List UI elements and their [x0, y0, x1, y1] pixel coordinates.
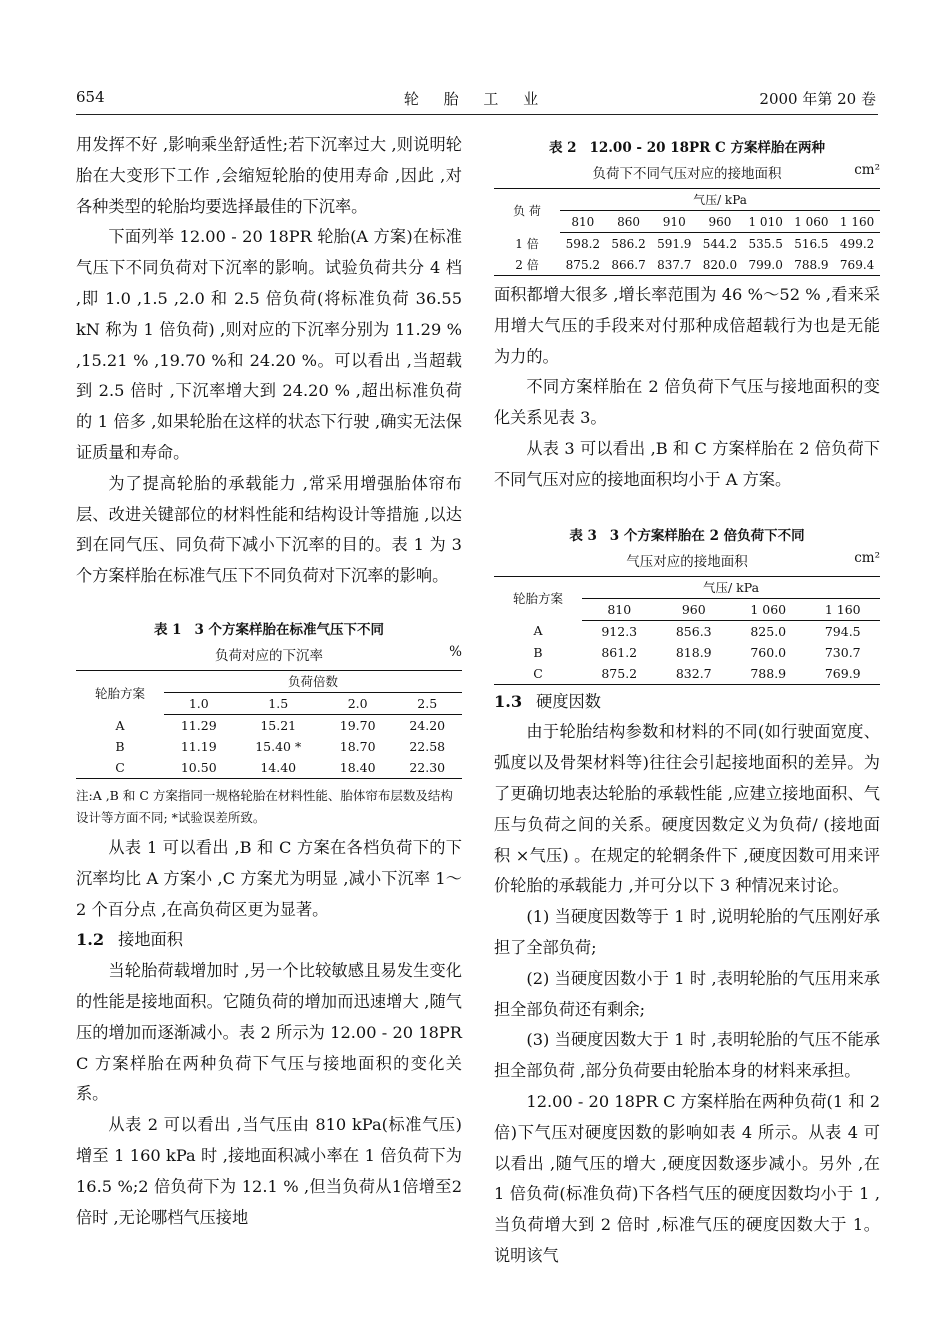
- data-table: [76, 670, 462, 779]
- table-cell: 875.2: [560, 254, 606, 276]
- column-header: 1 060: [731, 598, 806, 620]
- volume-info: 2000 年第 20 卷: [759, 90, 876, 108]
- table-1: [76, 616, 462, 829]
- column-header: 1.0: [164, 692, 234, 714]
- section-title: 接地面积: [118, 930, 183, 950]
- table-cell: 591.9: [657, 236, 692, 251]
- table-cell: 769.9: [806, 663, 881, 685]
- column-header: 960: [697, 211, 743, 233]
- table-caption: [494, 134, 880, 162]
- table-cell: 22.30: [392, 757, 462, 779]
- row-label: A: [533, 623, 543, 639]
- table-cell: 11.19: [180, 738, 217, 754]
- table-cell: 788.9: [789, 254, 835, 276]
- table-row: [494, 620, 880, 642]
- paragraph: (2) 当硬度因数小于 1 时 ,表明轮胎的气压用来承担全部负荷还有剩余;: [494, 968, 880, 1019]
- column-header: 1.5: [234, 692, 323, 714]
- paragraph: 面积都增大很多 ,增长率范围为 46 %～52 % ,看来采用增大气压的手段来对付那种成倍超载行为也是无能为力的。: [494, 285, 880, 366]
- paragraph: 下面列举 12.00 - 20 18PR 轮胎(A 方案)在标准气压下不同负荷对下沉率的影响。试验负荷共分 4 档 ,即 1.0 ,1.5 ,2.0 和 2.5 倍负荷(将标准负荷 36.55 kN 称为 1 倍负荷) ,则对应的下沉率分别为 11.29 % ,15.21 % ,19.70 %和 24.20 %。可以看出 ,当超载到 2.5 倍时 ,下沉率增大到 24.20 % ,超出标准负荷的 1 倍多 ,如果轮胎在这样的状态下行驶 ,确实无法保证质量和寿命。: [76, 227, 462, 462]
- column-header: 960: [657, 598, 732, 620]
- row-label: A: [115, 717, 125, 733]
- table-cell: 875.2: [582, 663, 657, 685]
- table-cell: 788.9: [731, 663, 806, 685]
- table-title-line2: 负荷下不同气压对应的接地面积: [592, 166, 782, 182]
- table-unit: %: [449, 643, 462, 660]
- table-title-line2: 气压对应的接地面积: [626, 553, 748, 570]
- paragraph: 为了提高轮胎的承载能力 ,常采用增强胎体帘布层、改进关键部位的材料性能和结构设计等措施 ,以达到在同气压、同负荷下减小下沉率的目的。表 1 为 3 个方案样胎在标准气压下不同负荷对下沉率的影响。: [76, 473, 462, 586]
- table-cell: 14.40: [234, 757, 323, 779]
- table-cell: 18.40: [323, 757, 393, 779]
- table-row: [494, 642, 880, 663]
- table-cell: 598.2: [565, 236, 601, 251]
- table-cell: 856.3: [675, 623, 712, 639]
- table-title-line2: 负荷对应的下沉率: [215, 647, 323, 664]
- table-row: [76, 736, 462, 757]
- column-header: 810: [582, 598, 657, 620]
- section-number: 1.2: [76, 930, 105, 950]
- row-header: 轮胎方案: [494, 576, 582, 620]
- row-header: 负 荷: [494, 189, 560, 233]
- table-cell: 15.21: [260, 717, 297, 733]
- table-row: [494, 233, 880, 255]
- row-label: B: [115, 738, 125, 754]
- row-label: C: [76, 757, 164, 779]
- section-number: 1.3: [494, 691, 523, 711]
- table-cell: 760.0: [750, 644, 787, 660]
- paragraph: (3) 当硬度因数大于 1 时 ,表明轮胎的气压不能承担全部负荷 ,部分负荷要由轮胎本身的材料来承担。: [494, 1030, 880, 1081]
- data-table: [494, 576, 880, 685]
- table-cell: 499.2: [839, 236, 875, 251]
- table-label: 表 1: [153, 621, 182, 638]
- table-note: 注:A ,B 和 C 方案指同一规格轮胎在材料性能、胎体帘布层数及结构设计等方面不同; *试验误差所致。: [76, 787, 453, 825]
- column-header: 2.5: [392, 692, 462, 714]
- table-cell: 586.2: [611, 236, 646, 251]
- column-header: 1 160: [834, 211, 880, 233]
- table-title: 3 个方案样胎在 2 倍负荷下不同: [609, 527, 805, 544]
- table-cell: 861.2: [601, 644, 638, 660]
- column-header: 1 010: [743, 211, 789, 233]
- table-cell: 912.3: [601, 623, 638, 639]
- section-heading: [76, 925, 462, 956]
- table-cell: 19.70: [339, 717, 376, 733]
- table-cell: 866.7: [606, 254, 652, 276]
- right-column: [494, 134, 880, 1272]
- paragraph: 12.00 - 20 18PR C 方案样胎在两种负荷(1 和 2 倍)下气压对硬度因数的影响如表 4 所示。从表 4 可以看出 ,随气压的增大 ,硬度因数逐步减小。另外 ,在 1 倍负荷(标准负荷)下各档气压的硬度因数均小于 1 ,当负荷增大到 2 倍时 ,标准气压的硬度因数大于 1。说明该气: [494, 1091, 880, 1265]
- table-title: 12.00 - 20 18PR C 方案样胎在两种: [589, 140, 826, 156]
- table-cell: 22.58: [409, 738, 446, 754]
- row-label: 2 倍: [494, 254, 560, 276]
- table-cell: 730.7: [824, 644, 861, 660]
- table-label: 表 2: [548, 140, 577, 156]
- paragraph: 从表 2 可以看出 ,当气压由 810 kPa(标准气压)增至 1 160 kPa 时 ,接地面积减小率在 1 倍负荷下为 16.5 %;2 倍负荷下为 12.1 % ,但当负荷从1倍增至2倍时 ,无论哪档气压接地: [76, 1115, 462, 1227]
- table-caption-row: [76, 644, 462, 670]
- row-label: 1 倍: [515, 236, 539, 251]
- table-cell: 837.7: [651, 254, 697, 276]
- table-cell: 15.40 *: [255, 738, 302, 754]
- table-cell: 11.29: [180, 717, 217, 733]
- table-cell: 825.0: [750, 623, 787, 639]
- group-header: 负荷倍数: [164, 670, 462, 692]
- table-cell: 516.5: [794, 236, 829, 251]
- paragraph: 从表 1 可以看出 ,B 和 C 方案在各档负荷下的下沉率均比 A 方案小 ,C 方案尤为明显 ,减小下沉率 1～2 个百分点 ,在高负荷区更为显著。: [76, 837, 462, 919]
- table-cell: 820.0: [697, 254, 743, 276]
- header-rule: [76, 114, 878, 115]
- section-heading: [494, 687, 880, 718]
- table-cell: 794.5: [824, 623, 861, 639]
- column-header: 810: [560, 211, 606, 233]
- journal-title: 轮 胎 工 业: [403, 90, 549, 108]
- column-header: 910: [651, 211, 697, 233]
- table-cell: 18.70: [339, 738, 376, 754]
- table-row: [76, 757, 462, 779]
- table-caption: [76, 616, 462, 644]
- row-header: 轮胎方案: [76, 670, 164, 714]
- section-title: 硬度因数: [536, 691, 601, 711]
- table-cell: 799.0: [743, 254, 789, 276]
- table-row: [494, 663, 880, 685]
- running-header: [76, 88, 876, 110]
- paragraph: 当轮胎荷载增加时 ,另一个比较敏感且易发生变化的性能是接地面积。它随负荷的增加而迅速增大 ,随气压的增加而逐渐减小。表 2 所示为 12.00 - 20 18PR C 方案样胎在两种负荷下气压与接地面积的变化关系。: [76, 961, 462, 1104]
- paragraph: 由于轮胎结构参数和材料的不同(如行驶面宽度、弧度以及骨架材料等)往往会引起接地面积的差异。为了更确切地表达轮胎的承载性能 ,应建立接地面积、气压与负荷之间的关系。硬度因数定义为负荷/ (接地面积 ×气压) 。在规定的轮辋条件下 ,硬度因数可用来评价轮胎的承载能力 ,并可分以下 3 种情况来讨论。: [494, 722, 880, 896]
- group-header: 气压/ kPa: [582, 576, 880, 598]
- table-row: [76, 714, 462, 736]
- table-cell: 818.9: [675, 644, 712, 660]
- row-label: B: [533, 644, 543, 660]
- column-header: 1 160: [806, 598, 881, 620]
- table-cell: 24.20: [409, 717, 446, 733]
- table-title: 3 个方案样胎在标准气压下不同: [194, 621, 385, 638]
- column-header: 860: [606, 211, 652, 233]
- table-cell: 769.4: [834, 254, 880, 276]
- column-header: 1 060: [789, 211, 835, 233]
- data-table: [494, 188, 880, 276]
- table-3: [494, 522, 880, 685]
- paragraph: (1) 当硬度因数等于 1 时 ,说明轮胎的气压刚好承担了全部负荷;: [494, 907, 880, 957]
- paragraph: 用发挥不好 ,影响乘坐舒适性;若下沉率过大 ,则说明轮胎在大变形下工作 ,会缩短轮胎的使用寿命 ,因此 ,对各种类型的轮胎均要选择最佳的下沉率。: [76, 135, 462, 216]
- page-number: 654: [76, 88, 105, 106]
- table-row: [494, 254, 880, 276]
- left-column: [76, 130, 462, 1233]
- table-caption-row: [494, 162, 880, 188]
- table-cell: 544.2: [702, 236, 738, 251]
- table-unit: cm²: [854, 162, 880, 178]
- table-cell: 10.50: [164, 757, 234, 779]
- table-2: [494, 134, 880, 276]
- column-header: 2.0: [323, 692, 393, 714]
- table-unit: cm²: [854, 549, 880, 566]
- row-label: C: [494, 663, 582, 685]
- table-cell: 535.5: [748, 236, 783, 251]
- paragraph: 从表 3 可以看出 ,B 和 C 方案样胎在 2 倍负荷下不同气压对应的接地面积均小于 A 方案。: [494, 438, 880, 489]
- table-caption-row: [494, 550, 880, 576]
- table-cell: 832.7: [657, 663, 732, 685]
- table-label: 表 3: [569, 527, 597, 544]
- group-header: 气压/ kPa: [560, 189, 880, 211]
- paragraph: 不同方案样胎在 2 倍负荷下气压与接地面积的变化关系见表 3。: [494, 377, 880, 428]
- table-caption: [494, 522, 880, 550]
